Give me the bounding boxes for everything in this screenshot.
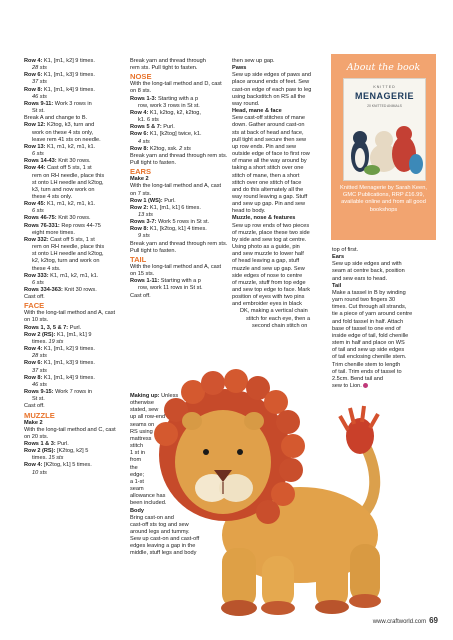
row-label: Rows 3-7:	[130, 219, 157, 226]
stitch-count: 37 sts	[32, 79, 47, 86]
instruction-text: seam	[130, 486, 144, 493]
row-text: K1, [m1, k3] 9 times.	[42, 360, 95, 367]
instruction-text: head to body.	[232, 208, 266, 215]
instruction-text: edges leaving a gap in the	[130, 543, 196, 550]
lion-ear	[182, 412, 202, 430]
instruction-text: and fold tassel in half. Attach	[332, 318, 404, 325]
instruction-text: allowance has	[130, 493, 166, 500]
instruction-text: and sew top edge to face. Mark	[232, 287, 311, 293]
making-up-column	[130, 393, 200, 558]
instruction-text: a 1-st	[130, 478, 144, 485]
row-text: K1, [m1, k2] 9 times.	[42, 346, 95, 353]
lion-leg	[316, 552, 348, 608]
instruction-text: With the long-tail method and C, cast on 20 sts.	[24, 426, 116, 440]
row-label: Row 44:	[24, 165, 46, 172]
row-text: Purl.	[68, 324, 82, 331]
row-text: row, work 11 rows in St st.	[138, 285, 203, 292]
stitch-count: 46 sts	[32, 381, 47, 388]
stitch-count: 13 sts	[138, 211, 153, 218]
pattern-column-1	[24, 58, 122, 477]
row-label: Row 13:	[24, 143, 46, 150]
instruction-text: the	[130, 464, 138, 471]
instruction-text: rem sts. Pull tight to fasten.	[130, 65, 198, 72]
instruction-text: edge;	[130, 471, 144, 478]
instruction-text: of mane all the way around by	[232, 158, 307, 165]
instruction-text: seam at centre back, position	[332, 268, 405, 275]
instruction-text: using backstitch on RS all the	[232, 93, 306, 100]
row-text: Purl.	[161, 124, 175, 131]
stitch-count: 37 sts	[32, 367, 47, 374]
instruction-text: and do this alternately all the	[232, 186, 304, 193]
row-label: Row 4:	[24, 346, 43, 353]
row-text: Purl.	[55, 440, 69, 447]
lion-paw	[349, 594, 381, 608]
instruction-text: sts at back of head and face,	[232, 129, 304, 136]
instruction-text: Cast off.	[130, 292, 151, 299]
instruction-text: second chain stitch on	[252, 322, 308, 329]
row-text: K1, [m1, k2] 9 times.	[42, 58, 95, 64]
row-label: Rows 76-331:	[24, 222, 60, 229]
row-text: St st.	[32, 108, 45, 115]
row-label: Rows 334-363:	[24, 287, 63, 293]
row-label: Row 2 (RS):	[24, 331, 56, 338]
instruction-text: Cast off.	[24, 294, 45, 301]
instruction-text: up row ends. Pin and sew	[232, 143, 297, 150]
instruction-text: cast-off sts tog and sew	[130, 521, 189, 528]
stitch-count: 19 sts	[46, 338, 64, 345]
instruction-text: Break yarn and thread through	[130, 58, 206, 64]
instruction-text: stitch of mane, then a short	[232, 172, 300, 179]
instruction-text: around legs and tummy.	[130, 528, 190, 535]
row-text: K1, m1, k2, m1, k1.	[45, 201, 96, 208]
row-label: Row 332:	[24, 236, 49, 243]
instruction-text: 1 st in	[130, 450, 145, 457]
row-text: leave rem 41 sts on needle.	[32, 136, 101, 143]
row-label: Rows 14-43:	[24, 158, 57, 165]
book-cover-animals-illustration	[344, 110, 425, 180]
instruction-text: With the long-tail method and A, cast on 10 sts.	[24, 310, 116, 324]
instruction-text: Break A and change to B.	[24, 115, 88, 122]
instruction-text: otherwise	[130, 400, 154, 407]
instruction-text: way round leaving a gap. Stuff	[232, 193, 308, 200]
website-url: www.craftworld.com	[372, 619, 427, 625]
instruction-text: Sew up cast-on and cast-off	[130, 536, 200, 543]
row-text: these 4 sts.	[32, 265, 61, 272]
instruction-text: 2.5cm. Bend tail and	[332, 375, 383, 382]
stitch-count: 2 sts	[177, 145, 191, 152]
row-label: Row 2 (RS):	[24, 448, 56, 455]
row-text: Starting with a p	[159, 278, 201, 285]
row-text: [K2tog, k1] 5 times.	[42, 462, 92, 469]
section-heading-ears: EARS	[130, 167, 152, 177]
instruction-text: taking a short stitch over one	[232, 165, 304, 172]
instruction-text: Sew up side edges and with	[332, 261, 402, 268]
instruction-text: of muzzle, stuff from top edge	[232, 279, 306, 286]
row-label: Row 8:	[24, 374, 43, 381]
instruction-text: Sew up side edges of paws and	[232, 72, 311, 79]
row-text: k1. 6 sts	[138, 117, 159, 124]
row-text: eight more times.	[32, 229, 75, 236]
end-marker-icon	[363, 383, 368, 388]
row-text: Work 5 rows in St st.	[156, 219, 210, 226]
row-text: [K2tog, k2] 5	[55, 448, 89, 455]
page-footer	[373, 616, 438, 625]
stitch-count: 46 sts	[32, 93, 47, 100]
instruction-text: With the long-tail method and A, cast on 15 sts.	[130, 263, 222, 278]
row-text: K1, [m1, k1] 9	[55, 331, 92, 338]
instruction-text: stem in half and place on WS	[332, 340, 405, 347]
instruction-text: Cast off.	[24, 403, 45, 410]
row-text: K1, [m1, k4] 9 times.	[42, 86, 95, 93]
row-label: Rows 9-11:	[24, 100, 54, 107]
stitch-count: 6 sts	[32, 279, 44, 286]
lion-leg	[262, 556, 294, 608]
subheading-head-mane-face: Head, mane & face	[232, 108, 282, 115]
stitch-count: 6 sts	[32, 151, 44, 158]
instruction-text: outside edge of face to first row	[232, 151, 310, 158]
instruction-text: position of eyes with two pins	[232, 294, 305, 301]
instruction-text: stitch over one stitch of face	[232, 179, 302, 186]
instruction-text: and sew muzzle to lower half	[232, 251, 304, 258]
make-count: Make 2	[24, 419, 43, 426]
lion-ear	[244, 412, 264, 430]
instruction-text: stated, sew	[130, 407, 159, 414]
row-text: K1, [m1, k3] 9 times.	[42, 72, 95, 79]
row-text: Cast off 5 sts, 1 st	[48, 236, 95, 243]
row-text: K1, k2tog, k2, k2tog,	[148, 109, 201, 116]
row-text: k2, k2tog, turn and work on	[32, 258, 100, 265]
row-label: Rows 1, 3, 5 & 7:	[24, 324, 69, 331]
subheading-muzzle-nose-features: Muzzle, nose & features	[232, 215, 296, 222]
row-label: Rows 1-11:	[130, 278, 160, 285]
tail-tassel	[340, 406, 378, 454]
subheading-ears: Ears	[332, 254, 345, 261]
instruction-text: pull tight and secure then sew	[232, 136, 307, 143]
pattern-column-3	[232, 58, 330, 330]
stitch-count: 6 sts	[32, 208, 44, 215]
instruction-text: Bring cast-on and	[130, 514, 174, 521]
subheading-body: Body	[130, 507, 144, 514]
book-cover-subtitle: KNITTED	[373, 85, 396, 89]
instruction-text: RS using	[130, 428, 153, 435]
instruction-text: and sew ears to head.	[332, 275, 388, 282]
promo-title: About the book	[346, 62, 421, 73]
row-text: k3, turn and now work on	[32, 186, 95, 193]
row-label: Row 6:	[24, 360, 43, 367]
instruction-text: DK, making a vertical chain	[240, 308, 308, 315]
stitch-count: 10 sts	[32, 469, 47, 476]
section-heading-tail: TAIL	[130, 254, 147, 264]
row-label: Row 4:	[24, 462, 43, 469]
promo-text: Knitted Menagerie by Sarah Keen, GMC Publications, RRP £16.99, available online and from all good bookshops	[340, 185, 427, 213]
row-text: Knit 30 rows.	[56, 215, 91, 222]
row-text: work on these 4 sts only,	[32, 129, 94, 136]
instruction-text: tie a piece of yarn around centre	[332, 311, 413, 318]
section-heading-muzzle: MUZZLE	[24, 410, 55, 420]
instruction-text: then sew up gap.	[232, 58, 275, 64]
section-heading-face: FACE	[24, 301, 45, 311]
instruction-text: of tail enclosing chenille stem.	[332, 354, 407, 361]
pattern-column-2	[130, 58, 228, 300]
row-label: Row 12:	[24, 122, 46, 129]
row-label: Row 2:	[130, 204, 149, 211]
row-label: Rows 5 & 7:	[130, 124, 162, 131]
instruction-text: up all row-end	[130, 414, 166, 421]
instruction-text: down. Gather around cast-on	[232, 122, 305, 129]
instruction-text: Break yarn and thread through rem sts. Pull tight to fasten.	[130, 152, 228, 167]
row-text: Knit 30 rows.	[56, 158, 91, 165]
subheading-paws: Paws	[232, 65, 247, 72]
row-label: Rows 46-75:	[24, 215, 57, 222]
row-text: Cast off 5 sts, 1 st	[45, 165, 92, 172]
row-text: K1, m1, k2, m1, k1.	[48, 272, 99, 279]
instruction-text: been included.	[130, 500, 167, 507]
row-label: Row 6:	[24, 72, 43, 79]
instruction-text: and sew up gap. Pin and sew	[232, 201, 306, 208]
row-text: times.	[32, 338, 47, 345]
row-text: K2tog, ssk.	[148, 145, 178, 152]
making-up-heading: Making up:	[130, 393, 160, 399]
subheading-tail: Tail	[332, 282, 342, 289]
instruction-text: sew to Lion.	[332, 382, 362, 389]
row-text: rem on RH needle, place this	[32, 172, 105, 179]
instruction-text: inside edge of tail, fold chenille	[332, 332, 409, 339]
instruction-text: of tail and sew up side edges	[332, 347, 405, 354]
instruction-text: and embroider eyes in black	[232, 301, 302, 308]
stitch-count: 28 sts	[32, 353, 47, 360]
instruction-text: side edges of nose to centre	[232, 272, 303, 279]
instruction-text: seams on	[130, 421, 155, 428]
row-label: Rows 9-15:	[24, 389, 54, 396]
row-text: times.	[32, 455, 47, 462]
book-cover-image	[343, 78, 426, 181]
instruction-text: Using photo as a guide, pin	[232, 244, 300, 251]
instruction-text: Sew up row ends of two pieces	[232, 222, 310, 229]
instruction-text: stitch	[130, 443, 144, 450]
lion-eye	[237, 449, 243, 455]
stitch-count: 4 sts	[138, 138, 150, 145]
row-label: Row 6:	[130, 131, 149, 138]
stitch-count: 28 sts	[32, 65, 47, 72]
instruction-text: middle, stuff legs and body	[130, 550, 197, 557]
row-text: Work 7 rows in	[53, 389, 92, 396]
row-text: Rep rows 44-75	[59, 222, 101, 229]
row-text: st onto LH needle and k2tog,	[32, 179, 104, 186]
row-text: K1, m1, k2, m1, k1.	[45, 143, 96, 150]
instruction-text: mattress	[130, 435, 152, 442]
lion-leg	[222, 548, 256, 608]
lion-paw	[221, 600, 257, 616]
stitch-count: 9 sts	[138, 233, 150, 240]
instruction-text: way round.	[232, 100, 260, 107]
row-text: Knit 30 rows.	[62, 287, 97, 293]
row-text: K1, [k2tog] twice, k1.	[148, 131, 202, 138]
page-number: 69	[429, 616, 438, 625]
instruction-text: of muzzle, place these two side	[232, 229, 310, 236]
row-label: Row 45:	[24, 201, 46, 208]
lion-leg	[350, 544, 380, 602]
instruction-text: Break yarn and thread through rem sts. Pull tight to fasten.	[130, 240, 228, 254]
book-cover-tagline: 20 KNITTED ANIMALS	[367, 104, 402, 108]
instruction-text: times. Cut through all strands,	[332, 304, 407, 311]
row-label: Row 8:	[24, 86, 43, 93]
row-text: row, work 3 rows in St st.	[138, 102, 200, 109]
row-text: Work 3 rows in	[53, 100, 92, 107]
lion-paw	[261, 601, 295, 615]
instruction-text: yarn round two fingers 30	[332, 297, 396, 304]
about-the-book-box	[331, 54, 436, 240]
instruction-text: stitch for each eye, then a	[246, 315, 311, 322]
instruction-text: With the long-tail method and D, cast on 8 sts.	[130, 81, 222, 95]
row-label: Row 4:	[24, 58, 43, 64]
instruction-text: of tail. Trim ends of tassel to	[332, 368, 402, 375]
book-cover-title: MENAGERIE	[354, 91, 414, 101]
row-label: Rows 1-3:	[130, 95, 157, 102]
lion-paw	[315, 600, 349, 614]
row-text: Purl.	[162, 197, 176, 204]
instruction-text: muzzle and sew up gap. Sew	[232, 265, 305, 272]
row-label: Row 1 (WS):	[130, 197, 163, 204]
row-label: Row 8:	[130, 145, 149, 152]
instruction-text: of head leaving a gap, stuff	[232, 258, 300, 265]
instruction-text: base of tassel to one end of	[332, 325, 401, 332]
instruction-text: Unless	[161, 393, 179, 399]
row-text: K1, [m1, k1] 6 times.	[148, 204, 201, 211]
row-text: K2tog, k3, turn and	[45, 122, 95, 129]
row-text: Starting with a p	[156, 95, 199, 102]
row-text: rem on RH needle, place this	[32, 244, 105, 251]
instruction-text: cast-on edge of each paw to leg	[232, 86, 312, 93]
instruction-text: place around ends of feet. Sew	[232, 79, 310, 86]
stitch-count: 15 sts	[46, 455, 64, 462]
instruction-text: Trim chenille stem to length	[332, 361, 401, 368]
row-text: st onto LH needle and k2tog,	[32, 251, 104, 258]
make-count: Make 2	[130, 176, 149, 183]
row-label: Row 4:	[130, 109, 149, 116]
lion-eye	[203, 449, 209, 455]
row-label: Rows 1 & 3:	[24, 440, 56, 447]
section-heading-nose: NOSE	[130, 72, 152, 82]
row-label: Row 8:	[130, 226, 149, 233]
instruction-text: With the long-tail method and A, cast on 7 sts.	[130, 183, 222, 197]
row-label: Row 333:	[24, 272, 49, 279]
row-text: these 4 sts only.	[32, 193, 73, 200]
row-text: St st.	[32, 396, 45, 403]
instruction-text: by side and sew tog at centre.	[232, 236, 307, 243]
instruction-text: top of first.	[332, 247, 359, 253]
instruction-text: Sew cast-off stitches of mane	[232, 115, 305, 122]
row-text: K1, [m1, k4] 9 times.	[42, 374, 95, 381]
instruction-text: Make a tassel in B by winding	[332, 289, 406, 296]
row-text: K1, [k2tog, k1] 4 times.	[148, 226, 207, 233]
pattern-column-4	[332, 247, 432, 390]
instruction-text: from	[130, 457, 142, 464]
